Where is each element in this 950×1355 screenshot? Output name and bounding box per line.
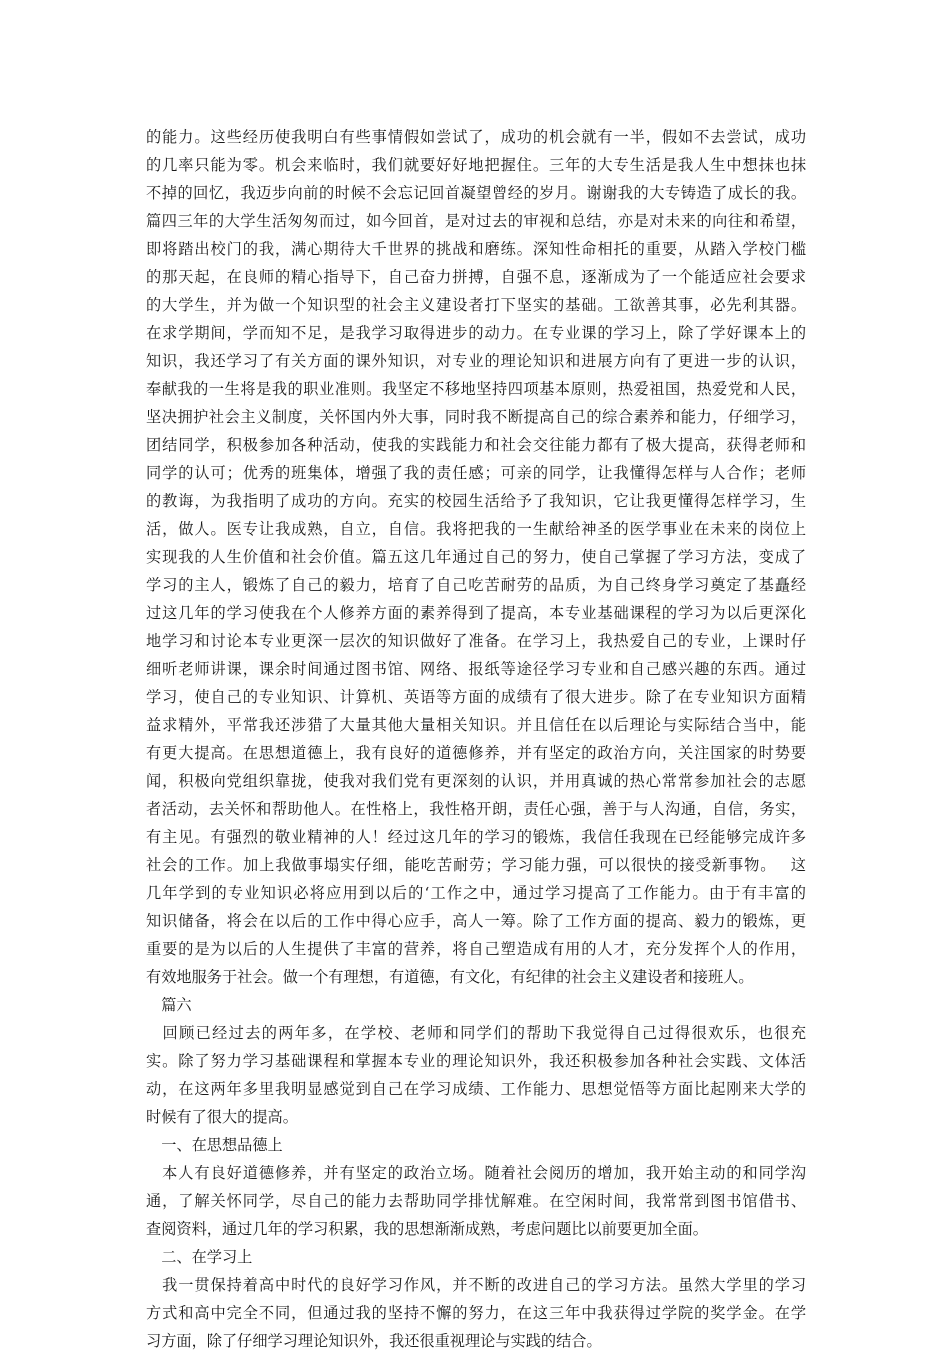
- text-line: 的能力。这些经历使我明白有些事情假如尝试了，成功的机会就有一半，假如不去尝试，成功: [146, 128, 806, 146]
- text-line: 即将踏出校门的我，满心期待大千世界的挑战和磨练。深知性命相托的重要，从踏入学校门槛: [146, 240, 806, 258]
- text-line: 不掉的回忆，我迈步向前的时候不会忘记回首凝望曾经的岁月。谢谢我的大专铸造了成长的我。: [146, 184, 806, 202]
- text-line: 动，在这两年多里我明显感觉到自己在学习成绩、工作能力、思想觉悟等方面比起刚来大学的: [146, 1080, 806, 1098]
- text-line: 篇四三年的大学生活匆匆而过，如今回首，是对过去的审视和总结，亦是对未来的向往和希望，: [146, 212, 806, 230]
- text-line: 我一贯保持着高中时代的良好学习作风，并不断的改进自己的学习方法。虽然大学里的学习: [146, 1276, 806, 1294]
- text-line: 过这几年的学习使我在个人修养方面的素养得到了提高，本专业基础课程的学习为以后更深化: [146, 604, 806, 622]
- text-line: 知识储备，将会在以后的工作中得心应手，高人一筹。除了工作方面的提高、毅力的锻炼，更: [146, 912, 806, 930]
- text-line: 地学习和讨论本专业更深一层次的知识做好了准备。在学习上，我热爱自己的专业，上课时仔: [146, 632, 806, 650]
- text-line: 有更大提高。在思想道德上，我有良好的道德修养，并有坚定的政治方向，关注国家的时势要: [146, 744, 806, 762]
- text-line: 的大学生，并为做一个知识型的社会主义建设者打下坚实的基础。工欲善其事，必先利其器。: [146, 296, 806, 314]
- text-line: 二、在学习上: [146, 1248, 253, 1266]
- text-line: 同学的认可；优秀的班集体，增强了我的责任感；可亲的同学，让我懂得怎样与人合作；老师: [146, 464, 806, 482]
- text-line: 细听老师讲课，课余时间通过图书馆、网络、报纸等途径学习专业和自己感兴趣的东西。通过: [146, 660, 806, 678]
- text-line: 有效地服务于社会。做一个有理想，有道德，有文化，有纪律的社会主义建设者和接班人。: [146, 968, 754, 986]
- text-line: 的教诲，为我指明了成功的方向。充实的校园生活给予了我知识，它让我更懂得怎样学习，生: [146, 492, 806, 510]
- text-line: 通，了解关怀同学，尽自己的能力去帮助同学排忧解难。在空闲时间，我常常到图书馆借书、: [146, 1192, 806, 1210]
- text-line: 重要的是为以后的人生提供了丰富的营养，将自己塑造成有用的人才，充分发挥个人的作用，: [146, 940, 806, 958]
- text-line: 实现我的人生价值和社会价值。篇五这几年通过自己的努力，使自己掌握了学习方法，变成了: [146, 548, 806, 566]
- text-line: 坚决拥护社会主义制度，关怀国内外大事，同时我不断提高自己的综合素养和能力，仔细学习，: [146, 408, 806, 426]
- text-line: 实。除了努力学习基础课程和掌握本专业的理论知识外，我还积极参加各种社会实践、文体活: [146, 1052, 806, 1070]
- document-page: [146, 123, 806, 1355]
- text-line: 篇六: [146, 996, 192, 1014]
- text-line: 时候有了很大的提高。: [146, 1108, 298, 1126]
- text-line: 知识，我还学习了有关方面的课外知识，对专业的理论知识和进展方向有了更进一步的认识，: [146, 352, 806, 370]
- text-line: 团结同学，积极参加各种活动，使我的实践能力和社会交往能力都有了极大提高，获得老师和: [146, 436, 806, 454]
- text-line: 方式和高中完全不同，但通过我的坚持不懈的努力，在这三年中我获得过学院的奖学金。在学: [146, 1304, 806, 1322]
- text-line: 在求学期间，学而知不足，是我学习取得进步的动力。在专业课的学习上，除了学好课本上的: [146, 324, 806, 342]
- text-line: 学习，使自己的专业知识、计算机、英语等方面的成绩有了很大进步。除了在专业知识方面精: [146, 688, 806, 706]
- text-line: 回顾已经过去的两年多，在学校、老师和同学们的帮助下我觉得自己过得很欢乐，也很充: [146, 1024, 806, 1042]
- text-line: 者活动，去关怀和帮助他人。在性格上，我性格开朗，责任心强，善于与人沟通，自信，务实，: [146, 800, 806, 818]
- text-line: 闻，积极向党组织靠拢，使我对我们党有更深刻的认识，并用真诚的热心常常参加社会的志愿: [146, 772, 806, 790]
- text-line: 社会的工作。加上我做事塌实仔细，能吃苦耐劳；学习能力强，可以很快的接受新事物。 这: [146, 856, 806, 874]
- text-line: 益求精外，平常我还涉猎了大量其他大量相关知识。并且信任在以后理论与实际结合当中，能: [146, 716, 806, 734]
- text-line: 几年学到的专业知识必将应用到以后的‘工作之中，通过学习提高了工作能力。由于有丰富的: [146, 884, 806, 902]
- text-line: 的那天起，在良师的精心指导下，自己奋力拼搏，自强不息，逐渐成为了一个能适应社会要求: [146, 268, 806, 286]
- text-line: 本人有良好道德修养，并有坚定的政治立场。随着社会阅历的增加，我开始主动的和同学沟: [146, 1164, 806, 1182]
- text-line: 奉献我的一生将是我的职业准则。我坚定不移地坚持四项基本原则，热爱祖国，热爱党和人民，: [146, 380, 806, 398]
- text-line: 有主见。有强烈的敬业精神的人！经过这几年的学习的锻炼，我信任我现在已经能够完成许多: [146, 828, 806, 846]
- text-line: 查阅资料，通过几年的学习积累，我的思想渐渐成熟，考虑问题比以前要更加全面。: [146, 1220, 708, 1238]
- text-line: 的几率只能为零。机会来临时，我们就要好好地把握住。三年的大专生活是我人生中想抹也抹: [146, 156, 806, 174]
- text-line: 学习的主人，锻炼了自己的毅力，培育了自己吃苦耐劳的品质，为自己终身学习奠定了基矗经: [146, 576, 806, 594]
- text-line: 一、在思想品德上: [146, 1136, 283, 1154]
- text-line: 习方面，除了仔细学习理论知识外，我还很重视理论与实践的结合。: [146, 1332, 602, 1350]
- text-line: 活，做人。医专让我成熟，自立，自信。我将把我的一生献给神圣的医学事业在未来的岗位上: [146, 520, 806, 538]
